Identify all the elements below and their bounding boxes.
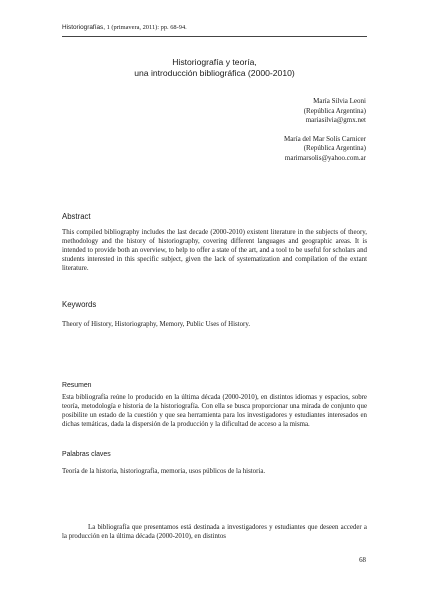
header-rule	[62, 36, 367, 37]
resumen-text: Esta bibliografía reúne lo producido en la última década (2000-2010), en distintos idiomas y espacios, sobre teoría, metodología e historia de la historiografía. Con ella se busca proporcionar una mirada de conjunto que posibilite un estado de la cuestión y que sea herramienta para los investigadores y estudiantes interesados en dichas temáticas, dada la dispersión de la producción y la dificultad de acceso a la misma.	[62, 394, 367, 428]
page-number: 68	[359, 557, 366, 564]
article-title	[62, 57, 367, 79]
keywords-text: Theory of History, Historiography, Memory, Public Uses of History.	[62, 321, 251, 328]
abstract-heading: Abstract	[62, 212, 91, 221]
author-email[interactable]: marimarsolis@yahoo.com.ar	[284, 153, 366, 162]
keywords-heading: Keywords	[62, 300, 97, 309]
resumen-heading: Resumen	[62, 382, 92, 389]
author-country: (República Argentina)	[303, 144, 366, 153]
author-block	[166, 97, 366, 164]
title-line-1: Historiografía y teoría,	[172, 57, 257, 67]
author-name: María del Mar Solís Carnicer	[283, 134, 366, 143]
journal-citation: 1 (primavera, 2011): pp. 68-94.	[104, 24, 187, 31]
journal-name: Historiografías,	[62, 24, 105, 31]
palabras-claves-text: Teoría de la historia, historiografía, memoria, usos públicos de la historia.	[62, 468, 266, 475]
author-name: María Silvia Leoni	[313, 97, 366, 105]
running-head	[62, 24, 367, 32]
intro-paragraph: La bibliografía que presentamos está destinada a investigadores y estudiantes que deseen acceder a la producción en la última década (2000-2010), en distintos	[62, 524, 367, 540]
author-email[interactable]: mariasilvia@gmx.net	[305, 116, 366, 125]
abstract-text: This compiled bibliography includes the last decade (2000-2010) existent literature in the subjects of theory, methodology and the history of historiography, covering different languages and geographic areas. It is intended to provide both an overview, to help to offer a state of the art, and a tool to be useful for scholars and students interested in this specific subject, given the lack of systematization and compilation of the extant literature.	[62, 229, 367, 272]
author-country: (República Argentina)	[303, 106, 366, 115]
title-line-2: una introducción bibliográfica (2000-2010)	[134, 68, 295, 78]
palabras-claves-heading: Palabras claves	[62, 451, 111, 458]
